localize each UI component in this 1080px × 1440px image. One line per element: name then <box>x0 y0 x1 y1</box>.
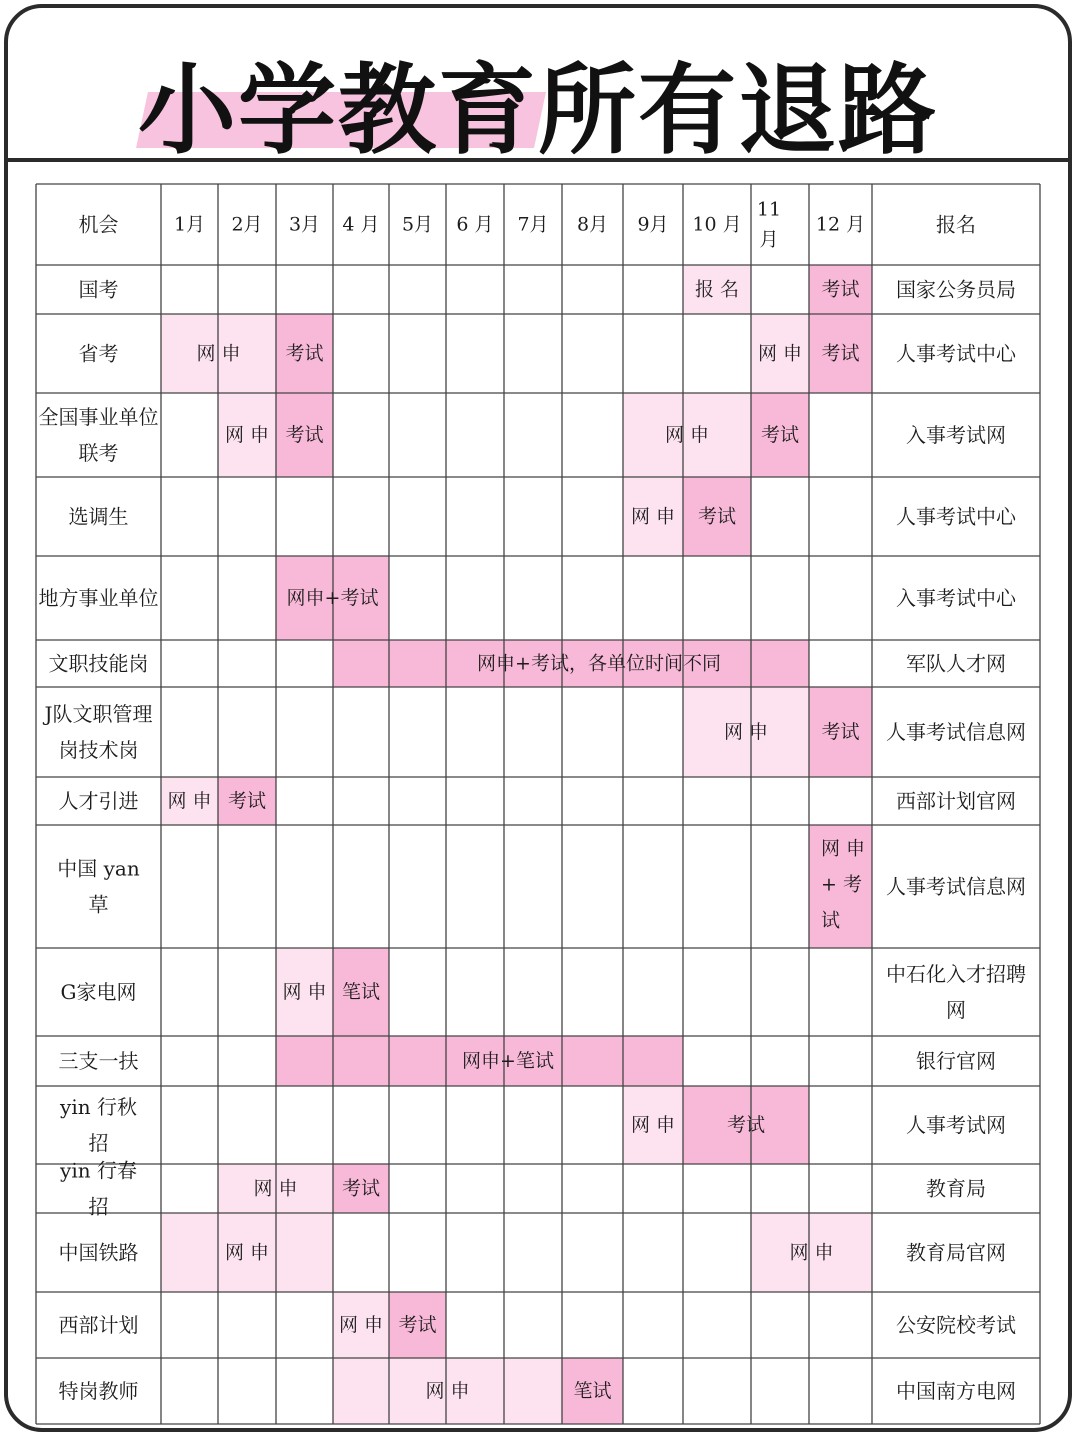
span-label: 网申+考试 <box>286 587 379 609</box>
span-label: 考试 <box>821 342 860 365</box>
span-label: 网 申 <box>630 1114 676 1136</box>
row-name: 省考 <box>78 341 119 366</box>
row-signup: 人事考试中心 <box>896 504 1016 529</box>
span-label: 网 申 <box>723 721 769 743</box>
row-signup: 西部计划官网 <box>896 789 1016 813</box>
row-signup: 入事考试网 <box>906 423 1006 447</box>
span-label: 网 申 <box>253 1177 298 1200</box>
span-label: 网 申 <box>224 424 270 446</box>
span-label: 网 申 <box>664 424 710 446</box>
row-name: 联考 <box>78 441 119 465</box>
row-signup: 中石化入才招聘 <box>886 962 1026 986</box>
row-name: 人才引进 <box>58 789 139 813</box>
header-month: 8月 <box>576 213 609 236</box>
span-label: + 考 <box>821 873 862 896</box>
row-signup: 人事考试中心 <box>896 341 1016 366</box>
span-label: 网 申 <box>338 1314 384 1336</box>
span-label: 网 申 <box>282 981 327 1003</box>
span-label: 网 申 <box>821 837 866 860</box>
span-label: 报 名 <box>694 278 740 301</box>
header-month: 7月 <box>517 213 549 236</box>
row-name: 招 <box>88 1194 109 1219</box>
header-month: 3月 <box>288 213 321 236</box>
row-name: yin 行春 <box>60 1158 137 1183</box>
span-label: 网 申 <box>757 342 803 365</box>
header-month: 6 月 <box>456 213 494 236</box>
span-cell <box>333 640 389 687</box>
span-label: 网 申 <box>425 1380 470 1402</box>
row-name: 草 <box>88 892 109 917</box>
span-label: 笔试 <box>573 1380 612 1402</box>
span-label: 网 申 <box>630 505 676 528</box>
row-name: G家电网 <box>60 980 137 1004</box>
row-name: 全国事业单位 <box>38 405 159 429</box>
span-label: 笔试 <box>341 981 381 1003</box>
span-label: 考试 <box>726 1114 766 1136</box>
row-name: 岗技术岗 <box>58 738 139 762</box>
span-label: 网 申 <box>224 1241 270 1264</box>
span-label: 网申+考试，各单位时间不同 <box>477 652 721 675</box>
row-signup: 中国南方电网 <box>896 1379 1016 1403</box>
page-title: 小学教育所有退路 <box>137 54 938 168</box>
span-label: 网 申 <box>789 1241 834 1264</box>
row-name: 招 <box>88 1131 109 1155</box>
header-signup: 报名 <box>936 212 976 237</box>
span-label: 考试 <box>285 424 324 446</box>
row-signup: 银行官网 <box>916 1049 996 1073</box>
span-label: 考试 <box>821 721 860 743</box>
header-month: 10 月 <box>692 213 742 236</box>
header-opportunity: 机会 <box>78 212 119 237</box>
row-signup: 人事考试信息网 <box>886 720 1026 744</box>
row-signup: 人事考试信息网 <box>886 874 1026 899</box>
row-signup: 教育局 <box>926 1176 986 1201</box>
span-label: 网 申 <box>196 342 241 365</box>
span-label: 网申+笔试 <box>462 1050 554 1072</box>
row-name: J队文职管理 <box>44 702 153 726</box>
row-signup: 网 <box>946 998 966 1022</box>
header-month: 月 <box>759 228 779 251</box>
row-signup: 公安院校考试 <box>896 1313 1016 1337</box>
row-name: 文职技能岗 <box>48 651 149 676</box>
row-signup: 国家公务员局 <box>896 277 1016 302</box>
header-month: 1月 <box>173 213 206 236</box>
span-label: 网 申 <box>167 790 212 812</box>
header-month: 2月 <box>231 213 263 236</box>
span-label: 考试 <box>760 424 800 446</box>
row-signup: 入事考试中心 <box>896 586 1016 610</box>
span-label: 考试 <box>285 342 324 365</box>
row-signup: 教育局官网 <box>906 1240 1006 1265</box>
row-name: 中国 yan <box>57 856 140 881</box>
span-label: 考试 <box>341 1177 381 1200</box>
span-label: 试 <box>821 909 841 932</box>
row-name: 三支一扶 <box>58 1049 139 1073</box>
row-name: 选调生 <box>68 504 129 529</box>
row-name: 西部计划 <box>58 1313 139 1337</box>
span-label: 考试 <box>821 278 860 301</box>
span-cell <box>276 1036 333 1086</box>
span-label: 考试 <box>227 790 267 812</box>
span-label: 考试 <box>697 505 737 528</box>
header-month: 11 <box>756 198 782 221</box>
row-name: 地方事业单位 <box>38 586 159 610</box>
header-month: 4 月 <box>342 213 380 236</box>
row-name: 中国铁路 <box>58 1240 139 1265</box>
header-month: 12 月 <box>815 213 866 236</box>
row-signup: 人事考试网 <box>906 1113 1006 1137</box>
header-month: 5月 <box>401 213 434 236</box>
row-signup: 军队人才网 <box>906 651 1006 676</box>
row-name: 国考 <box>78 277 119 302</box>
span-label: 考试 <box>398 1314 437 1336</box>
row-name: 特岗教师 <box>58 1379 139 1403</box>
header-month: 9月 <box>637 213 669 236</box>
row-name: yin 行秋 <box>60 1095 137 1119</box>
